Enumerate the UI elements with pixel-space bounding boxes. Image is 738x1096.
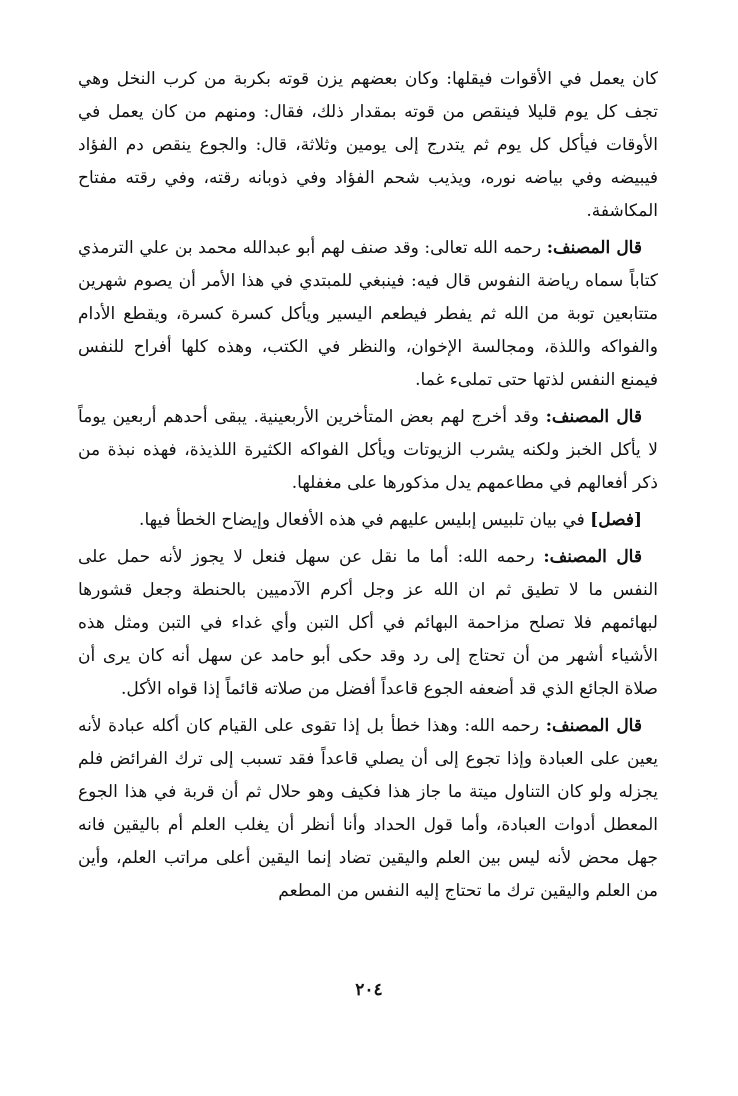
paragraph-lead: قال المصنف: [545,716,642,736]
paragraph-lead: قال المصنف: [545,407,642,427]
paragraph-5 [78,710,658,908]
section-title: في بيان تلبيس إبليس عليهم في هذه الأفعال وإيضاح الخطأ فيها. [139,510,591,530]
paragraph-text: رحمه الله: أما ما نقل عن سهل فنعل لا يجوز لأنه حمل على النفس ما لا تطيق ثم ان الله عز وجل أكرم الآدميين بالحنطة وجعل قشورها لبهائمهم فلا تصلح مزاحمة البهائم في أكل التبن وأي غداء في التبن ومثل هذه الأشياء أشهر من أن تحتاج إلى رد وقد حكى أبو حامد عن سهل أنه كان يرى أن صلاة الجائع الذي قد أضعفه الجوع قاعداً أفضل من صلاته قائماً إذا قواه الأكل. [78,547,658,699]
paragraph-text: رحمه الله: وهذا خطأ بل إذا تقوى على القيام كان أكله عبادة لأنه يعين على العبادة وإذا تجوع إلى أن يصلي قاعداً فقد تسبب إلى ترك الفرائض فلم يجزله ولو كان التناول ميتة ما جاز هذا فكيف وهو حلال ثم أن قربة في هذا الجوع المعطل أدوات العبادة، وأما قول الحداد وأنا أنظر أن يغلب العلم أم باليقين فانه جهل محض لأنه ليس بين العلم واليقين تضاد إنما اليقين أعلى مراتب العلم، وأين من العلم واليقين ترك ما تحتاج إليه النفس من المطعم [78,716,658,901]
paragraph-3 [78,401,658,500]
paragraph-4 [78,541,658,706]
page-number: ٢٠٤ [355,980,383,1000]
paragraph-text: وقد أخرج لهم بعض المتأخرين الأربعينية. يبقى أحدهم أربعين يوماً لا يأكل الخبز ولكنه يشرب الزيوتات ويأكل الفواكه الكثيرة اللذيذة، فهذه نبذة من ذكر أفعالهم في مطاعمهم يدل مذكورها على مغفلها. [78,407,658,493]
section-label: [فصل] [590,510,642,530]
paragraph-2 [78,232,658,397]
paragraph-text: رحمه الله تعالى: وقد صنف لهم أبو عبدالله محمد بن علي الترمذي كتاباً سماه رياضة النفوس قال فيه: فينبغي للمبتدي في هذا الأمر أن يصوم شهرين متتابعين توبة من الله ثم يفطر فيطعم اليسير ويأكل كسرة كسرة، ويقطع الأدام والفواكه واللذة، ومجالسة الإخوان، والنظر في الكتب، وهذه كلها أفراح للنفس فيمنع النفس لذتها حتى تملىء غما. [78,238,658,390]
body-text [78,63,658,912]
paragraph-lead: قال المصنف: [543,547,642,567]
section-heading [78,504,658,537]
paragraph-lead: قال المصنف: [546,238,642,258]
paragraph-1 [78,63,658,228]
paragraph-text: كان يعمل في الأقوات فيقلها: وكان بعضهم يزن قوته بكربة من كرب النخل وهي تجف كل يوم قليلا فينقص من قوته بمقدار ذلك، فقال: ومنهم من كان يعمل في الأوقات فيأكل كل يوم ثم يتدرج إلى يومين وثلاثة، قال: والجوع ينقص دم الفؤاد فيبيضه وفي بياضه نوره، ويذيب شحم الفؤاد وفي ذوبانه رقته، وفي رقته مفتاح المكاشفة. [78,69,658,221]
